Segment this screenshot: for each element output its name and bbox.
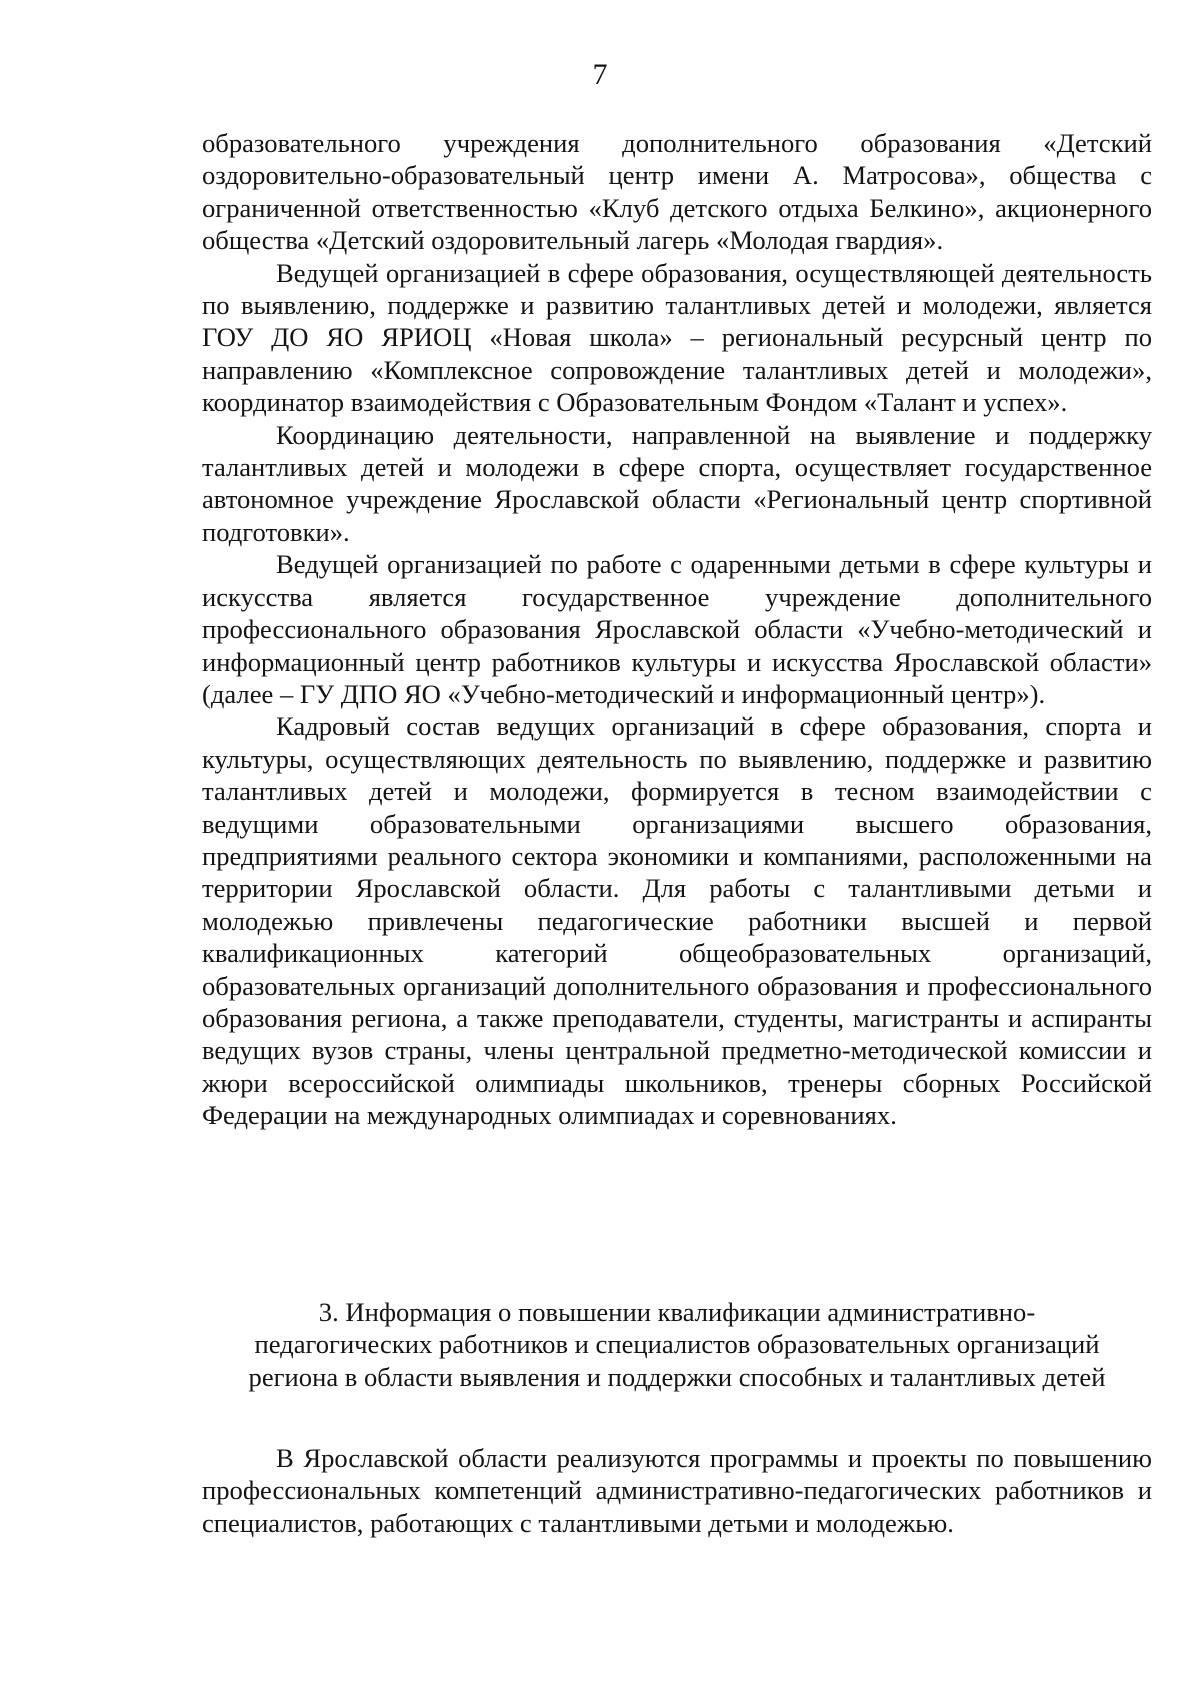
section-heading <box>202 1296 1152 1393</box>
paragraph-staff-composition: Кадровый состав ведущих организаций в сфере образования, спорта и культуры, осуществляющих деятельность по выявлению, поддержке и развитию талантливых детей и молодежи, формируется в тесном взаимодействии с ведущими образовательными организациями высшего образования, предприятиями реального сектора экономики и компаниями, расположенными на территории Ярославской области. Для работы с талантливыми детьми и молодежью привлечены педагогические работники высшей и первой квалификационных категорий общеобразовательных организаций, образовательных организаций дополнительного образования и профессионального образования региона, а также преподаватели, студенты, магистранты и аспиранты ведущих вузов страны, члены центральной предметно-методической комиссии и жюри всероссийской олимпиады школьников, тренеры сборных Российской Федерации на международных олимпиадах и соревнованиях. <box>202 711 1152 1131</box>
paragraph-qualification-programs: В Ярославской области реализуются программы и проекты по повышению профессиональных компетенций административно-педагогических работников и специалистов, работающих с талантливыми детьми и молодежью. <box>202 1443 1152 1538</box>
paragraph-culture-organization: Ведущей организацией по работе с одаренными детьми в сфере культуры и искусства является государственное учреждение дополнительного профессионального образования Ярославской области «Учебно-методический и информационный центр работников культуры и искусства Ярославской области» (далее – ГУ ДПО ЯО «Учебно-методический и информационный центр»). <box>202 549 1152 709</box>
body-text <box>202 127 1152 1132</box>
final-text <box>202 1442 1152 1539</box>
page-number: 7 <box>592 58 608 91</box>
paragraph-sport-coordination: Координацию деятельности, направленной на выявление и поддержку талантливых детей и молодежи в сфере спорта, осуществляет государственное автономное учреждение Ярославской области «Региональный центр спортивной подготовки». <box>202 419 1152 547</box>
paragraph-leading-organization-education: Ведущей организацией в сфере образования, осуществляющей деятельность по выявлению, поддержке и развитию талантливых детей и молодежи, является ГОУ ДО ЯО ЯРИОЦ «Новая школа» – региональный ресурсный центр по направлению «Комплексное сопровождение талантливых детей и молодежи», координатор взаимодействия с Образовательным Фондом «Талант и успех». <box>202 257 1152 418</box>
section-heading-line: педагогических работников и специалистов образовательных организаций <box>254 1329 1100 1360</box>
section-heading-line: 3. Информация о повышении квалификации административно- <box>318 1297 1036 1327</box>
section-heading-line: региона в области выявления и поддержки способных и талантливых детей <box>248 1361 1106 1392</box>
paragraph-continuation: образовательного учреждения дополнительного образования «Детский оздоровительно-образовательный центр имени А. Матросова», общества с ограниченной ответственностью «Клуб детского отдыха Белкино», акционерного общества «Детский оздоровительный лагерь «Молодая гвардия». <box>202 128 1152 256</box>
